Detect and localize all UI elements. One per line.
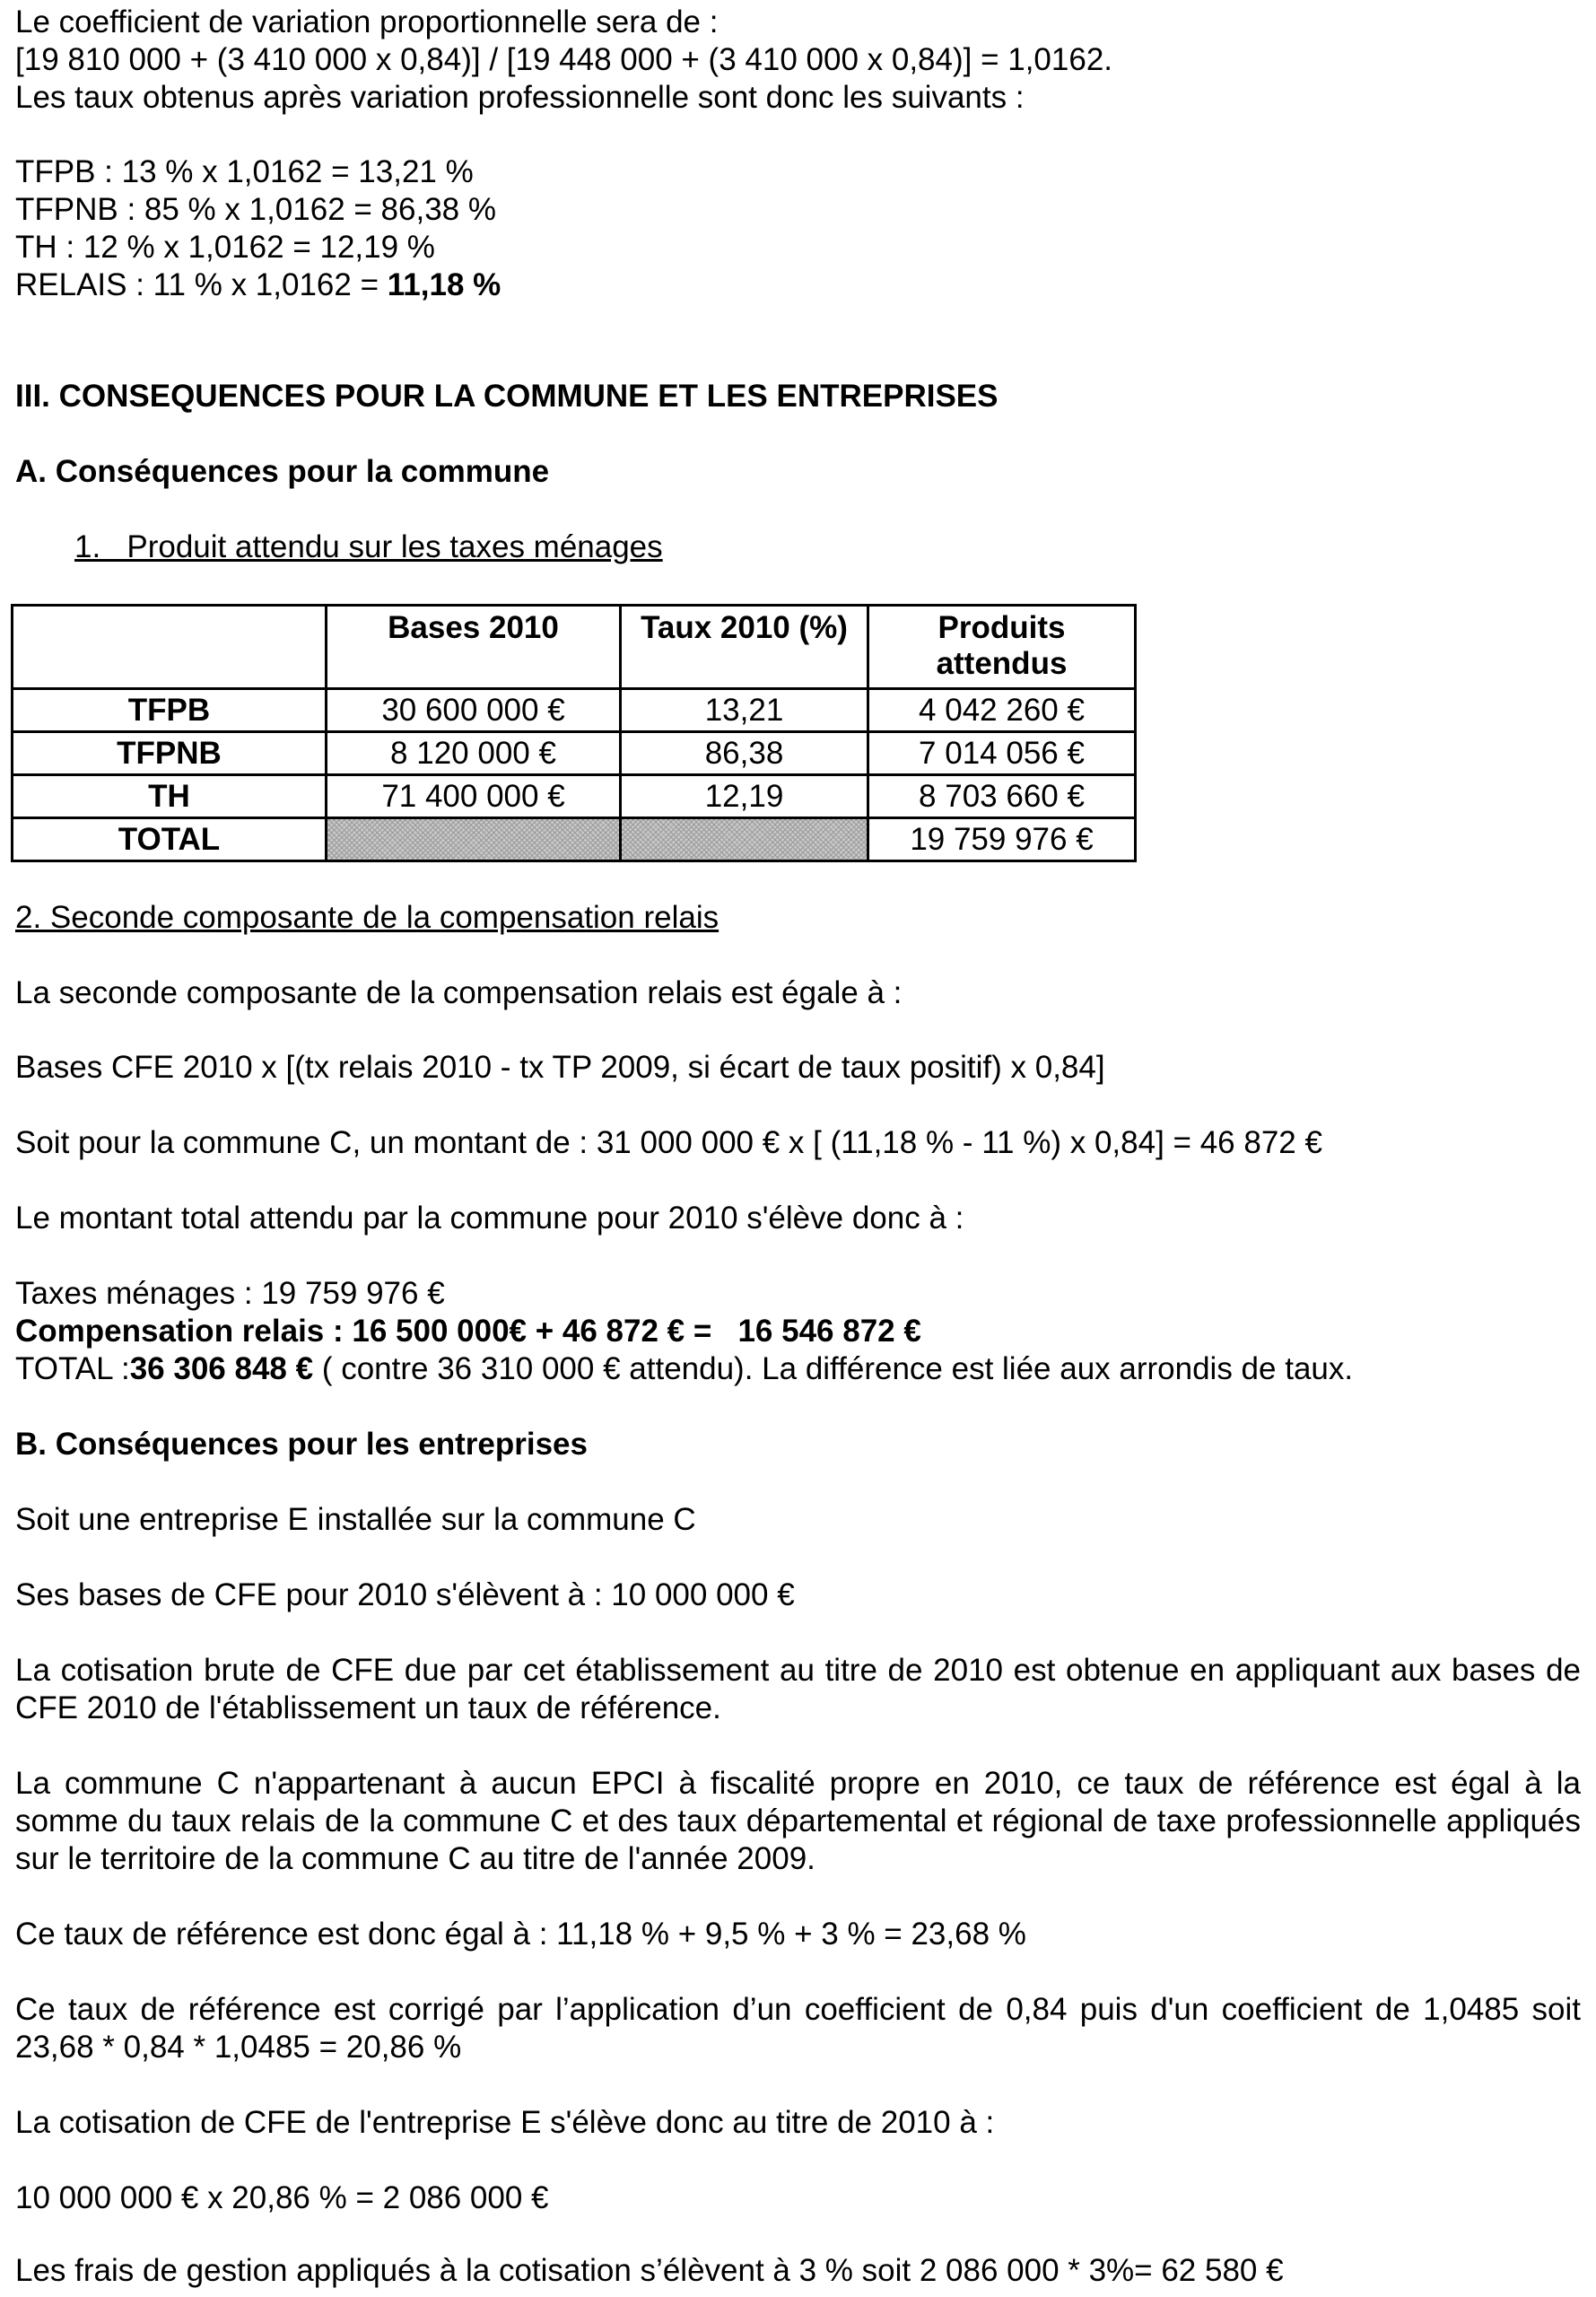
table-header-cell bbox=[13, 606, 327, 689]
paragraph: La cotisation brute de CFE due par cet établissement au titre de 2010 est obtenue en appliquant aux bases de CFE 2010 de l'établissement un taux de référence. bbox=[15, 1653, 1581, 1725]
coefficient-formula: [19 810 000 + (3 410 000 x 0,84)] / [19 448 000 + (3 410 000 x 0,84)] = 1,0162. bbox=[15, 42, 1113, 77]
paragraph: Bases CFE 2010 x [(tx relais 2010 - tx TP 2009, si écart de taux positif) x 0,84] bbox=[15, 1050, 1105, 1085]
rate-tfpb: TFPB : 13 % x 1,0162 = 13,21 % bbox=[15, 154, 474, 189]
table-cell: 8 703 660 € bbox=[868, 775, 1136, 818]
table-cell: 7 014 056 € bbox=[868, 732, 1136, 775]
rate-relais-value: 11,18 % bbox=[387, 267, 501, 302]
total-line bbox=[15, 1350, 1353, 1388]
paragraph: Le montant total attendu par la commune pour 2010 s'élève donc à : bbox=[15, 1201, 964, 1236]
table-header-row bbox=[13, 606, 1136, 689]
paragraph: 10 000 000 € x 20,86 % = 2 086 000 € bbox=[15, 2180, 549, 2215]
paragraph: Ce taux de référence est donc égal à : 11,18 % + 9,5 % + 3 % = 23,68 % bbox=[15, 1917, 1026, 1952]
paragraph: La seconde composante de la compensation relais est égale à : bbox=[15, 975, 903, 1010]
table-cell: TOTAL bbox=[13, 818, 327, 861]
shaded-cell bbox=[621, 818, 868, 861]
rate-relais-label: RELAIS : 11 % x 1,0162 = bbox=[15, 267, 388, 302]
section-b-heading: B. Conséquences pour les entreprises bbox=[15, 1427, 588, 1462]
total-taxes-menages: Taxes ménages : 19 759 976 € bbox=[15, 1276, 445, 1311]
table-cell: 8 120 000 € bbox=[327, 732, 621, 775]
table-cell: TFPNB bbox=[13, 732, 327, 775]
subsection-1-heading: 1. Produit attendu sur les taxes ménages bbox=[74, 529, 663, 564]
rate-tfpnb: TFPNB : 85 % x 1,0162 = 86,38 % bbox=[15, 192, 496, 227]
total-value: 36 306 848 € bbox=[129, 1351, 314, 1386]
section-iii-heading: III. CONSEQUENCES POUR LA COMMUNE ET LES ENTREPRISES bbox=[15, 379, 999, 414]
table-cell: 4 042 260 € bbox=[868, 689, 1136, 732]
table-cell: TH bbox=[13, 775, 327, 818]
total-label: TOTAL : bbox=[15, 1351, 130, 1386]
table-cell: 30 600 000 € bbox=[327, 689, 621, 732]
total-note: ( contre 36 310 000 € attendu). La différence est liée aux arrondis de taux. bbox=[313, 1351, 1354, 1386]
shaded-cell bbox=[327, 818, 621, 861]
paragraph: Ce taux de référence est corrigé par l’application d’un coefficient de 0,84 puis d'un coefficient de 1,0485 soit 23,68 * 0,84 * 1,0485 = 20,86 % bbox=[15, 1992, 1581, 2065]
rates-intro: Les taux obtenus après variation professionnelle sont donc les suivants : bbox=[15, 80, 1025, 115]
table-cell: 86,38 bbox=[621, 732, 868, 775]
table-header-cell: Bases 2010 bbox=[327, 606, 621, 689]
paragraph: Soit une entreprise E installée sur la commune C bbox=[15, 1502, 696, 1537]
table-row bbox=[13, 775, 1136, 818]
rate-th: TH : 12 % x 1,0162 = 12,19 % bbox=[15, 230, 435, 265]
table-cell: TFPB bbox=[13, 689, 327, 732]
table-total-row bbox=[13, 818, 1136, 861]
coefficient-intro: Le coefficient de variation proportionnelle sera de : bbox=[15, 4, 719, 39]
table-row bbox=[13, 732, 1136, 775]
taxes-menages-table bbox=[11, 604, 1137, 862]
table-header-cell: Taux 2010 (%) bbox=[621, 606, 868, 689]
total-compensation: Compensation relais : 16 500 000€ + 46 872 € = 16 546 872 € bbox=[15, 1314, 921, 1349]
subsection-2-heading: 2. Seconde composante de la compensation relais bbox=[15, 900, 720, 935]
table-row bbox=[13, 689, 1136, 732]
table-cell: 12,19 bbox=[621, 775, 868, 818]
paragraph: Soit pour la commune C, un montant de : 31 000 000 € x [ (11,18 % - 11 %) x 0,84] = 46 872 € bbox=[15, 1125, 1322, 1160]
paragraph: La cotisation de CFE de l'entreprise E s'élève donc au titre de 2010 à : bbox=[15, 2105, 995, 2140]
paragraph: Ses bases de CFE pour 2010 s'élèvent à : 10 000 000 € bbox=[15, 1577, 795, 1612]
paragraph: La commune C n'appartenant à aucun EPCI à fiscalité propre en 2010, ce taux de référence est égal à la somme du taux relais de la commune C et des taux départemental et régional de taxe professionnelle appliqués sur le territoire de la commune C au titre de l'année 2009. bbox=[15, 1766, 1581, 1876]
table-cell: 71 400 000 € bbox=[327, 775, 621, 818]
table-cell: 19 759 976 € bbox=[868, 818, 1136, 861]
table-header-cell: Produits attendus bbox=[868, 606, 1136, 689]
paragraph: Les frais de gestion appliqués à la cotisation s’élèvent à 3 % soit 2 086 000 * 3%= 62 580 € bbox=[15, 2253, 1284, 2288]
table-cell: 13,21 bbox=[621, 689, 868, 732]
rate-relais bbox=[15, 266, 501, 304]
section-a-heading: A. Conséquences pour la commune bbox=[15, 454, 550, 489]
